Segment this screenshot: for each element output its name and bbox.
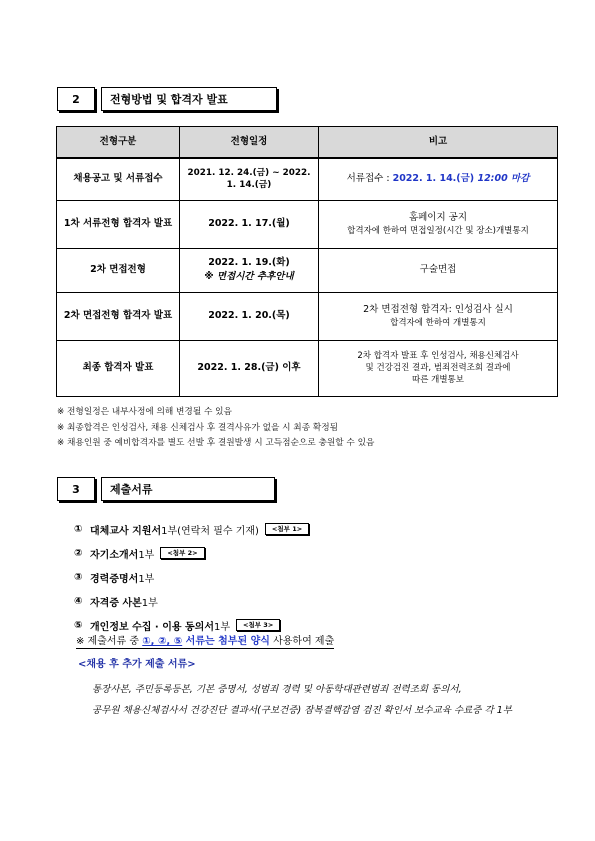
cell-note [319,292,558,340]
list-item [74,517,309,541]
note-suffix: 사용하여 제출 [269,636,335,647]
note-line: 2차 합격자 발표 후 인성검사, 채용신체검사 [357,350,519,361]
attachment-tag: <첨부 2> [160,547,204,559]
cell-note [319,340,558,396]
attachment-tag: <첨부 1> [265,523,309,535]
cell-type: 최종 합격자 발표 [57,340,180,396]
item-number: ③ [74,571,83,583]
section-number: 3 [57,477,95,501]
cell-note [319,200,558,248]
table-row [57,158,558,200]
cell-date: 2021. 12. 24.(금) ~ 2022. 1. 14.(금) [180,158,319,200]
cell-date: 2022. 1. 28.(금) 이후 [180,340,319,396]
documents-list [74,517,309,637]
doc-qty: 1부 [138,573,155,585]
col-header: 전형일정 [180,127,319,159]
table-row [57,292,558,340]
table-row [57,200,558,248]
cell-type: 2차 면접전형 [57,248,180,292]
note-line: 및 건강검진 결과, 범죄전력조회 결과에 [365,362,511,373]
section-title: 제출서류 [101,477,275,501]
cell-note: 구술면접 [319,248,558,292]
doc-name: 대체교사 지원서 [90,525,162,537]
date-note: ※ 면접시간 추후안내 [204,271,294,282]
note-underlined [76,636,334,649]
section-3-header [57,477,275,501]
note-prefix: 서류접수 : [346,173,393,185]
item-number: ② [74,547,83,559]
attachment-tag: <첨부 3> [236,619,280,631]
section-title: 전형방법 및 합격자 발표 [101,87,277,111]
item-number: ① [74,523,83,535]
section-2-header [57,87,277,111]
note-item: ※ 전형일정은 내부사정에 의해 변경될 수 있음 [57,407,232,417]
note-bold: 서류는 첨부된 양식 [182,636,270,647]
extra-line: 통장사본, 주민등록등본, 기본 증명서, 성범죄 경력 및 아동학대관련범죄 전력조회 동의서, [92,684,462,695]
doc-name: 개인정보 수집 · 이용 동의서 [90,621,214,633]
note-item: ※ 최종합격은 인성검사, 채용 신체검사 후 결격사유가 없을 시 최종 확정됨 [57,422,339,433]
note-item: ※ 채용인원 중 예비합격자를 별도 선발 후 결원발생 시 고득점순으로 충원할 수 있음 [57,438,375,448]
extra-documents-body [92,679,552,721]
table-row [57,340,558,396]
cell-type: 1차 서류전형 합격자 발표 [57,200,180,248]
list-item [74,541,309,565]
document-note [76,632,334,647]
schedule-table [56,126,558,397]
cell-type: 채용공고 및 서류접수 [57,158,180,200]
doc-name: 자기소개서 [90,549,139,561]
note-line: 합격자에 한하여 면접일정(시간 및 장소)개별통지 [347,225,529,236]
col-header: 비고 [319,127,558,159]
note-line: 합격자에 한하여 개별통지 [390,317,486,328]
note-time: 12:00 마감 [474,173,530,185]
doc-name: 자격증 사본 [90,597,142,609]
note-line: 2차 면접전형 합격자: 인성검사 실시 [363,303,513,315]
date-line: 2022. 1. 19.(화) [208,257,290,269]
doc-name: 경력증명서 [90,573,139,585]
cell-type: 2차 면접전형 합격자 발표 [57,292,180,340]
doc-qty: 1부(연락처 필수 기재) [161,525,259,537]
list-item [74,565,309,589]
note-date: 2022. 1. 14.(금) [392,173,475,185]
item-number: ⑤ [74,619,83,631]
schedule-notes [57,405,374,452]
cell-date: 2022. 1. 20.(목) [180,292,319,340]
doc-qty: 1부 [214,621,231,633]
note-line: 따른 개별통보 [412,375,464,386]
doc-qty: 1부 [138,549,155,561]
section-number: 2 [57,87,95,111]
cell-note [319,158,558,200]
extra-documents-heading: <채용 후 추가 제출 서류> [78,659,196,670]
item-number: ④ [74,595,83,607]
col-header: 전형구분 [57,127,180,159]
table-header-row [57,127,558,159]
doc-qty: 1부 [141,597,158,609]
extra-line: 공무원 채용신체검사서 건강진단 결과서(구보건증) 잠복결핵감염 검진 확인서 보수교육 수료증 각 1부 [92,705,512,716]
list-item [74,589,309,613]
cell-date [180,248,319,292]
cell-date: 2022. 1. 17.(월) [180,200,319,248]
note-marks: ①, ②, ⑤ [142,636,183,647]
note-prefix: ※ 제출서류 중 [76,636,143,647]
note-line: 홈페이지 공지 [408,211,468,223]
table-row [57,248,558,292]
